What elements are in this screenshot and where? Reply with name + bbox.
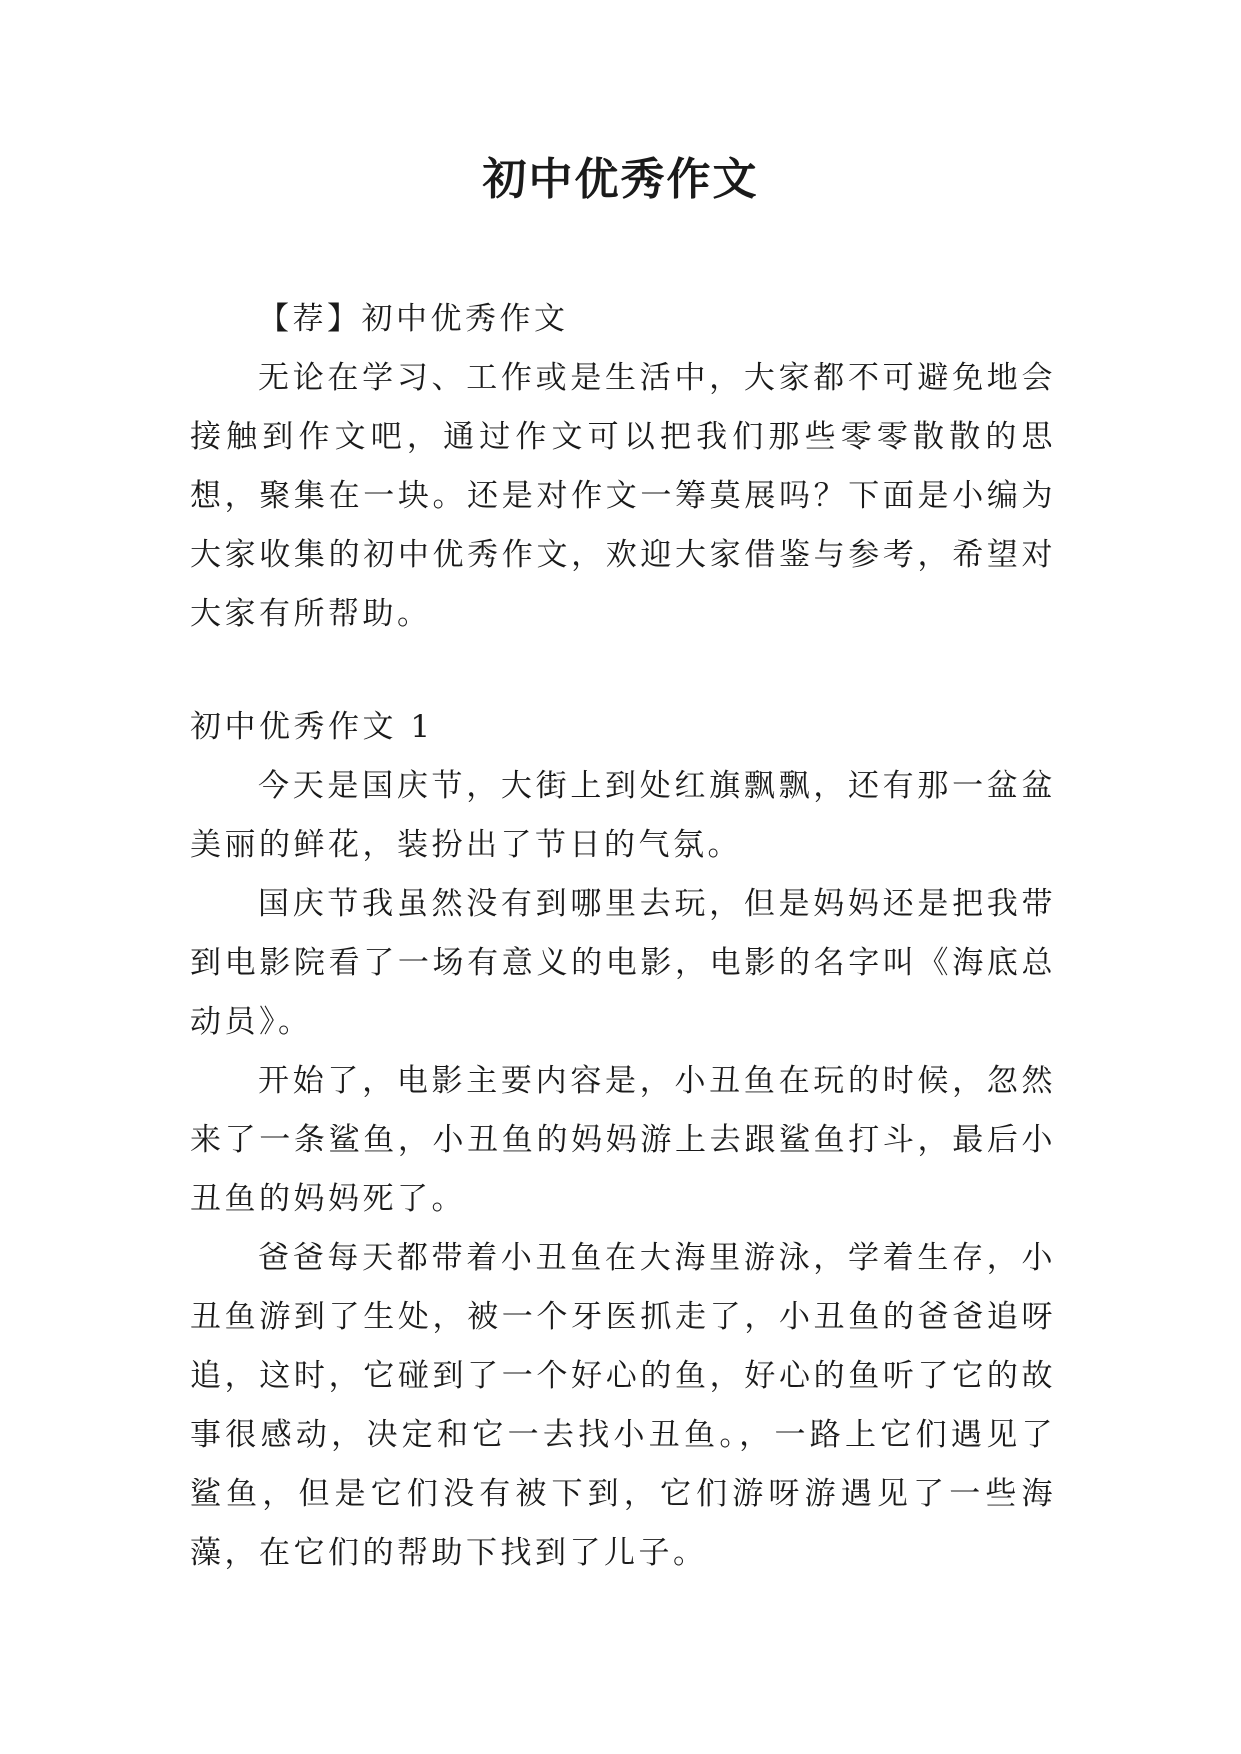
document-title: 初中优秀作文 bbox=[482, 154, 759, 205]
section-heading: 初中优秀作文 1 bbox=[190, 709, 434, 745]
body-paragraph: 爸爸每天都带着小丑鱼在大海里游泳，学着生存，小丑鱼游到了生处，被一个牙医抓走了，小丑鱼的爸爸追呀追，这时，它碰到了一个好心的鱼，好心的鱼听了它的故事很感动，决定和它一去找小丑鱼。，一路上它们遇见了鲨鱼，但是它们没有被下到，它们游呀游遇见了一些海藻，在它们的帮助下找到了儿子。 bbox=[190, 1240, 1056, 1571]
body-paragraph: 今天是国庆节，大街上到处红旗飘飘，还有那一盆盆美丽的鲜花，装扮出了节日的气氛。 bbox=[190, 768, 1056, 863]
intro-paragraph: 无论在学习、工作或是生活中，大家都不可避免地会接触到作文吧，通过作文可以把我们那些零零散散的思想，聚集在一块。还是对作文一筹莫展吗？下面是小编为大家收集的初中优秀作文，欢迎大家借鉴与参考，希望对大家有所帮助。 bbox=[190, 360, 1056, 632]
section-gap bbox=[190, 644, 1056, 698]
document-body bbox=[190, 290, 1056, 1583]
body-paragraph: 开始了，电影主要内容是，小丑鱼在玩的时候，忽然来了一条鲨鱼，小丑鱼的妈妈游上去跟鲨鱼打斗，最后小丑鱼的妈妈死了。 bbox=[190, 1063, 1056, 1217]
recommend-line: 【荐】初中优秀作文 bbox=[258, 301, 569, 337]
body-paragraph: 国庆节我虽然没有到哪里去玩，但是妈妈还是把我带到电影院看了一场有意义的电影，电影的名字叫《海底总动员》。 bbox=[190, 886, 1056, 1040]
